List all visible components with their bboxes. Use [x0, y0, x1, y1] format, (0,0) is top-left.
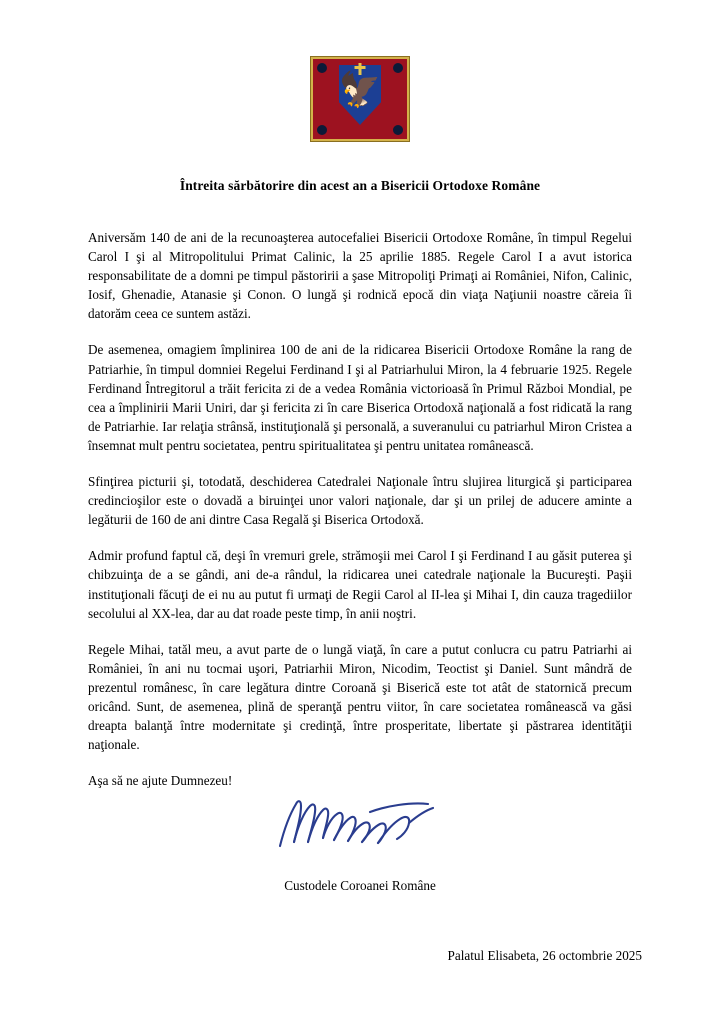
eagle-icon: 🦅: [338, 72, 382, 109]
document-footer-place-date: Palatul Elisabeta, 26 octombrie 2025: [447, 948, 642, 963]
document-title: Întreita sărbătorire din acest an a Bisericii Ortodoxe Române: [179, 178, 541, 193]
crest-container: [0, 56, 720, 142]
crest-corner-ornament: [317, 125, 327, 135]
paragraph: Admir profund faptul că, deşi în vremuri grele, strămoşii mei Carol I şi Ferdinand I au găsit puterea şi chibzuinţa de a se gândi, ani de-a rândul, la ridicarea unei catedrale naţionale la Bucureşti. Paşii instituţionali făcuţi de ei nu au putut fi urmaţi de Regii Carol al II-lea şi Mihai I, din cauza tragediilor secolului al XX-lea, dar au dat roade peste timp, în anii noştri.: [88, 548, 632, 621]
crest-corner-ornament: [393, 125, 403, 135]
handwritten-signature-icon: [270, 786, 450, 860]
crest-corner-ornament: [393, 63, 403, 73]
paragraph: Sfinţirea picturii şi, totodată, deschiderea Catedralei Naţionale întru slujirea liturgică şi participarea credincioşilor este o dovadă a biruinţei unor valori naţionale, dar şi un prilej de aducere aminte a legăturii de 160 de ani dintre Casa Regală şi Biserica Ortodoxă.: [88, 474, 632, 528]
signature-block: [0, 786, 720, 860]
paragraph: De asemenea, omagiem împlinirea 100 de ani de la ridicarea Bisericii Ortodoxe Române la rang de Patriarhie, în timpul domniei Regelui Ferdinand I şi al Patriarhului Miron, la 4 februarie 1925. Regele Ferdinand Întregitorul a trăit fericita zi de a vedea România victorioasă în Primul Război Mondial, pe cea a împlinirii Marii Uniri, dar şi fericita zi în care Biserica Ortodoxă naţională a fost ridicată la rang de Patriarhie. Iar relaţia strânsă, instituţională şi personală, a suveranului cu patriarhul Miron Cristea a însemnat mult pentru societatea, pentru spiritualitatea şi pentru unitatea românească.: [88, 342, 632, 453]
paragraph: Regele Mihai, tatăl meu, a avut parte de o lungă viaţă, în care a putut conlucra cu patru Patriarhi ai României, în ani nu tocmai uşori, Patriarhii Miron, Nicodim, Teoctist şi Daniel. Sunt mândră de prezentul românesc, în care legătura dintre Coroană şi Biserică este tot atât de statornică precum oricând. Sunt, de asemenea, plină de speranţă pentru viitor, în care societatea românească va găsi dreapta balanţă între modernitate şi credinţă, între prosperitate, libertate şi păstrarea identităţii naţionale.: [88, 641, 632, 753]
crest-corner-ornament: [317, 63, 327, 73]
signature-caption: Custodele Coroanei Române: [284, 878, 436, 893]
royal-coat-of-arms-icon: [310, 56, 410, 142]
document-body: [88, 228, 632, 790]
closing-line: Aşa să ne ajute Dumnezeu!: [88, 773, 233, 789]
paragraph: Aniversăm 140 de ani de la recunoaşterea autocefaliei Bisericii Ortodoxe Române, în timpul Regelui Carol I şi al Mitropolitului Primat Calinic, la 25 aprilie 1885. Regele Carol I a avut istorica responsabilitate de a domni pe timpul păstoririi a şase Mitropoliţi Primaţi ai României, Nifon, Calinic, Iosif, Ghenadie, Atanasie şi Conon. O lungă şi rodnică epocă din viaţa Naţiunii noastre căreia îi datorăm ceea ce suntem astăzi.: [88, 230, 632, 322]
